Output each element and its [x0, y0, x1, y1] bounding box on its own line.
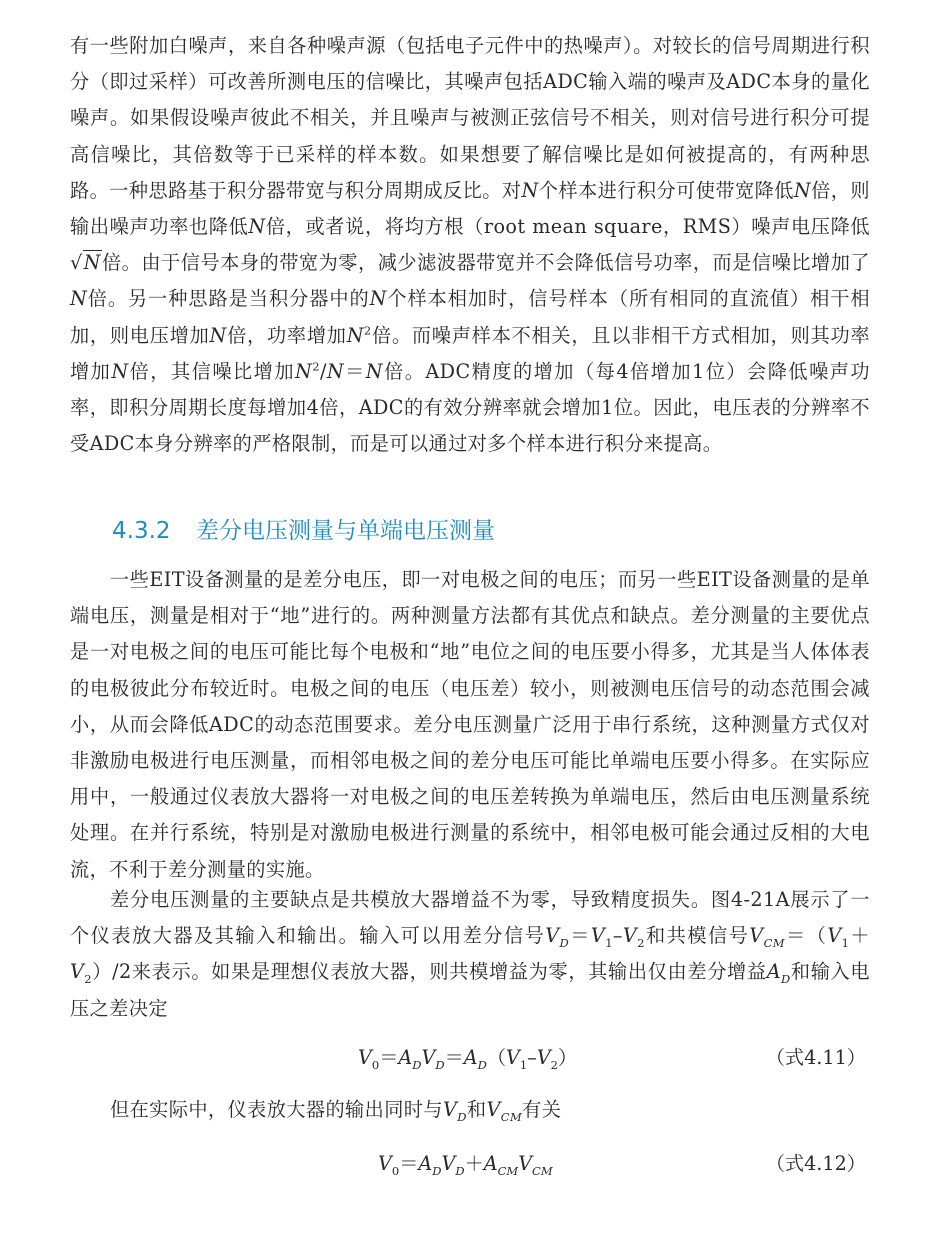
paragraph-differential-vs-single: 一些EIT设备测量的是差分电压，即一对电极之间的电压；而另一些EIT设备测量的是单端电压，测量是相对于“地”进行的。两种测量方法都有其优点和缺点。差分测量的主要优点是一对电极之间的电压可能比每个电极和“地”电位之间的电压要小得多，尤其是当人体体表的电极彼此分布较近时。电极之间的电压（电压差）较小，则被测电压信号的动态范围会减小，从而会降低ADC的动态范围要求。差分电压测量广泛用于串行系统，这种测量方式仅对非激励电极进行电压测量，而相邻电极之间的差分电压可能比单端电压要小得多。在实际应用中，一般通过仪表放大器将一对电极之间的电压差转换为单端电压，然后由电压测量系统处理。在并行系统，特别是对激励电极进行测量的系统中，相邻电极可能会通过反相的大电流，不利于差分测量的实施。	[70, 568, 870, 881]
paragraph-practical-output: 但在实际中，仪表放大器的输出同时与$V_D$和$V_{CM}$有关	[110, 1098, 562, 1124]
paragraph-oversampling: 有一些附加白噪声，来自各种噪声源（包括电子元件中的热噪声）。对较长的信号周期进行积分（即过采样）可改善所测电压的信噪比，其噪声包括ADC输入端的噪声及ADC本身的量化噪声。如果假设噪声彼此不相关，并且噪声与被测正弦信号不相关，则对信号进行积分可提高信噪比，其倍数等于已采样的样本数。如果想要了解信噪比是如何被提高的，有两种思路。一种思路基于积分器带宽与积分周期成反比。对N个样本进行积分可使带宽降低N倍，则输出噪声功率也降低N倍，或者说，将均方根（root mean square，RMS）噪声电压降低√N倍。由于信号本身的带宽为零，减少滤波器带宽并不会降低信号功率，而是信噪比增加了N倍。另一种思路是当积分器中的N个样本相加时，信号样本（所有相同的直流值）相干相加，则电压增加N倍，功率增加$N^2$倍。而噪声样本不相关，且以非相干方式相加，则其功率增加N倍，其信噪比增加$N^2/N=N$倍。ADC精度的增加（每4倍增加1位）会降低噪声功率，即积分周期长度每增加4倍，ADC的有效分辨率就会增加1位。因此，电压表的分辨率不受ADC本身分辨率的严格限制，而是可以通过对多个样本进行积分来提高。	[70, 34, 871, 456]
section-number: 4.3.2	[112, 518, 171, 544]
equation-expression: $V_0=A_DV_D=A_D(V_1-V_2)$	[358, 1046, 578, 1072]
equation-number: （式4.12）	[765, 1152, 866, 1175]
equation-number: （式4.11）	[765, 1046, 866, 1069]
sqrt-n: √N	[70, 251, 101, 275]
equation-4-11	[70, 1040, 870, 1076]
equation-4-12	[70, 1146, 870, 1182]
equation-expression: $V_0=A_DV_D+A_{CM}V_{CM}$	[378, 1152, 553, 1178]
section-heading	[112, 512, 495, 545]
paragraph-differential-drawback: 差分电压测量的主要缺点是共模放大器增益不为零，导致精度损失。图4-21A展示了一个仪表放大器及其输入和输出。输入可以用差分信号$V_D=V_1-V_2$和共模信号$V_{CM}=(V_1+V_2)/2$来表示。如果是理想仪表放大器，则共模增益为零，其输出仅由差分增益$A_D$和输入电压之差决定	[70, 888, 870, 1020]
section-title: 差分电压测量与单端电压测量	[196, 518, 495, 544]
